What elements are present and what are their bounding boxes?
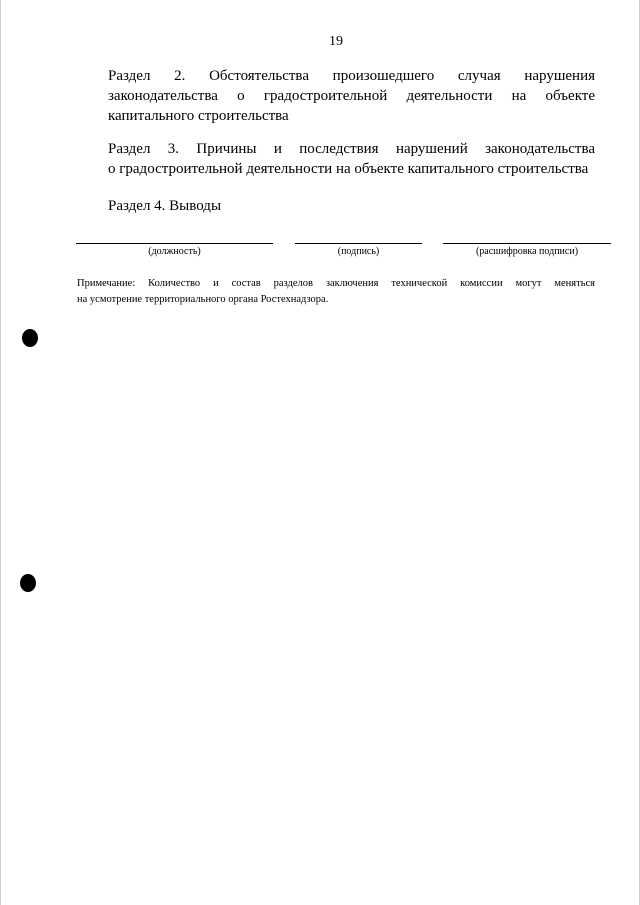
section-3-line-2: о градостроительной деятельности на объекте капитального строительства [108,161,589,177]
section-4-line-1: Раздел 4. Выводы [108,198,222,214]
section-2-line-3: капитального строительства [108,108,289,124]
position-signature-line [76,243,273,244]
signature-line [295,243,422,244]
footnote-line-1: Примечание: Количество и состав разделов заключения технической комиссии могут меняться [77,278,595,289]
punch-hole-top [22,329,38,347]
section-3-line-1: Раздел 3. Причины и последствия нарушений законодательства [108,141,595,157]
section-2-line-2: законодательства о градостроительной деятельности на объекте [108,88,595,104]
footnote-line-2: на усмотрение территориального органа Ростехнадзора. [77,294,329,305]
section-3-heading [108,139,595,179]
position-label: (должность) [148,246,201,257]
signature-label: (подпись) [337,246,380,257]
decoding-label: (расшифровка подписи) [475,246,579,257]
decoding-signature-line [443,243,611,244]
section-2-heading [108,66,595,126]
page-number: 19 [329,34,343,49]
footnote [77,276,595,308]
punch-hole-bottom [20,574,36,592]
left-page-edge [0,0,1,905]
section-4-heading [108,196,595,216]
section-2-line-1: Раздел 2. Обстоятельства произошедшего случая нарушения [108,68,595,84]
